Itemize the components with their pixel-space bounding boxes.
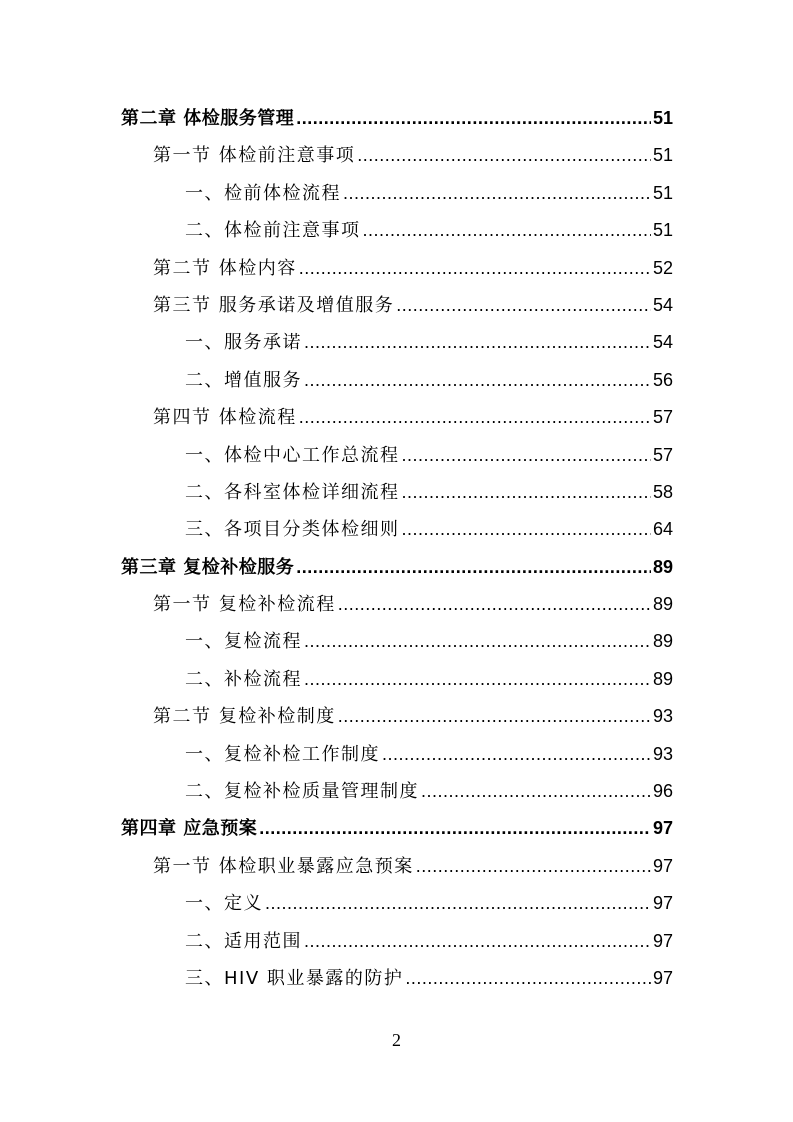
toc-entry-page: 64 <box>652 519 673 540</box>
toc-entry-subsection[interactable] <box>121 175 673 212</box>
toc-entry-section[interactable] <box>121 250 673 287</box>
dot-leader <box>402 474 651 511</box>
dot-leader <box>402 437 651 474</box>
toc-entry-chapter[interactable] <box>121 100 673 137</box>
toc-entry-title: 一、体检中心工作总流程 <box>185 444 400 466</box>
toc-entry-page: 57 <box>652 407 673 428</box>
toc-entry-page: 89 <box>652 668 673 689</box>
toc-entry-section[interactable] <box>121 399 673 436</box>
toc-entry-subsection[interactable] <box>121 437 673 474</box>
toc-entry-title: 第一节 体检职业暴露应急预案 <box>153 855 414 877</box>
toc-entry-title: 一、定义 <box>185 893 263 915</box>
dot-leader <box>421 773 651 810</box>
dot-leader <box>304 362 651 399</box>
toc-entry-title: 第三节 服务承诺及增值服务 <box>153 294 395 316</box>
dot-leader <box>304 324 651 361</box>
toc-entry-page: 56 <box>652 369 673 390</box>
toc-entry-title: 二、适用范围 <box>185 930 302 952</box>
toc-entry-title: 二、各科室体检详细流程 <box>185 481 400 503</box>
toc-entry-subsection[interactable] <box>121 960 673 997</box>
toc-entry-page: 97 <box>652 855 673 876</box>
toc-entry-page: 54 <box>652 332 673 353</box>
toc-entry-title: 一、服务承诺 <box>185 332 302 354</box>
toc-entry-subsection[interactable] <box>121 736 673 773</box>
dot-leader <box>357 137 651 174</box>
toc-entry-title: 二、补检流程 <box>185 668 302 690</box>
toc-entry-page: 51 <box>652 182 673 203</box>
toc-entry-page: 97 <box>652 893 673 914</box>
toc-entry-title: 二、复检补检质量管理制度 <box>185 781 419 803</box>
toc-entry-page: 54 <box>652 294 673 315</box>
dot-leader <box>296 549 651 586</box>
toc-entry-title: 第三章 复检补检服务 <box>121 556 295 578</box>
toc-entry-section[interactable] <box>121 698 673 735</box>
toc-entry-title: 第一节 复检补检流程 <box>153 594 336 616</box>
toc-entry-title: 一、复检流程 <box>185 631 302 653</box>
toc-entry-title: 三、各项目分类体检细则 <box>185 519 400 541</box>
dot-leader <box>338 698 651 735</box>
toc-entry-subsection[interactable] <box>121 885 673 922</box>
toc-entry-title: 第二章 体检服务管理 <box>121 108 295 129</box>
toc-entry-title: 第四节 体检流程 <box>153 407 297 429</box>
toc-entry-page: 89 <box>652 556 673 577</box>
toc-entry-page: 93 <box>652 743 673 764</box>
toc-entry-section[interactable] <box>121 586 673 623</box>
toc-entry-subsection[interactable] <box>121 661 673 698</box>
toc-entry-section[interactable] <box>121 137 673 174</box>
toc-entry-section[interactable] <box>121 287 673 324</box>
toc-entry-subsection[interactable] <box>121 511 673 548</box>
toc-entry-page: 51 <box>652 108 673 128</box>
dot-leader <box>343 175 651 212</box>
toc-entry-page: 51 <box>652 220 673 241</box>
dot-leader <box>396 287 651 324</box>
dot-leader <box>416 848 651 885</box>
dot-leader <box>265 885 651 922</box>
dot-leader <box>402 511 651 548</box>
toc-entry-subsection[interactable] <box>121 923 673 960</box>
dot-leader <box>299 250 651 287</box>
toc-entry-page: 51 <box>652 145 673 166</box>
toc-entry-page: 58 <box>652 481 673 502</box>
toc-entry-chapter[interactable] <box>121 549 673 586</box>
toc-entry-page: 89 <box>652 594 673 615</box>
dot-leader <box>299 399 651 436</box>
table-of-contents <box>121 100 673 997</box>
toc-entry-page: 97 <box>652 967 673 988</box>
toc-entry-subsection[interactable] <box>121 623 673 660</box>
toc-entry-title: 第二节 体检内容 <box>153 257 297 279</box>
dot-leader <box>296 100 651 137</box>
toc-entry-title: 一、检前体检流程 <box>185 182 341 204</box>
toc-entry-title: 第四章 应急预案 <box>121 818 258 840</box>
dot-leader <box>304 661 651 698</box>
toc-entry-subsection[interactable] <box>121 773 673 810</box>
toc-entry-page: 89 <box>652 631 673 652</box>
toc-entry-page: 52 <box>652 257 673 278</box>
toc-entry-page: 97 <box>652 818 673 839</box>
dot-leader <box>363 212 651 249</box>
toc-entry-page: 57 <box>652 444 673 465</box>
toc-entry-subsection[interactable] <box>121 324 673 361</box>
toc-entry-title: 第二节 复检补检制度 <box>153 706 336 728</box>
dot-leader <box>382 736 651 773</box>
toc-entry-subsection[interactable] <box>121 474 673 511</box>
toc-entry-title: 第一节 体检前注意事项 <box>153 145 356 167</box>
toc-entry-subsection[interactable] <box>121 212 673 249</box>
toc-entry-title: 二、增值服务 <box>185 369 302 391</box>
dot-leader <box>304 623 651 660</box>
dot-leader <box>338 586 651 623</box>
toc-entry-title: 三、HIV 职业暴露的防护 <box>185 967 404 989</box>
dot-leader <box>259 810 651 847</box>
toc-entry-title: 二、体检前注意事项 <box>185 220 361 242</box>
page-number: 2 <box>392 1030 401 1050</box>
toc-entry-page: 97 <box>652 930 673 951</box>
toc-entry-section[interactable] <box>121 848 673 885</box>
toc-entry-page: 96 <box>652 781 673 802</box>
toc-entry-title: 一、复检补检工作制度 <box>185 743 380 765</box>
dot-leader <box>405 960 651 997</box>
toc-entry-page: 93 <box>652 706 673 727</box>
toc-entry-subsection[interactable] <box>121 362 673 399</box>
dot-leader <box>304 923 651 960</box>
toc-entry-chapter[interactable] <box>121 810 673 847</box>
